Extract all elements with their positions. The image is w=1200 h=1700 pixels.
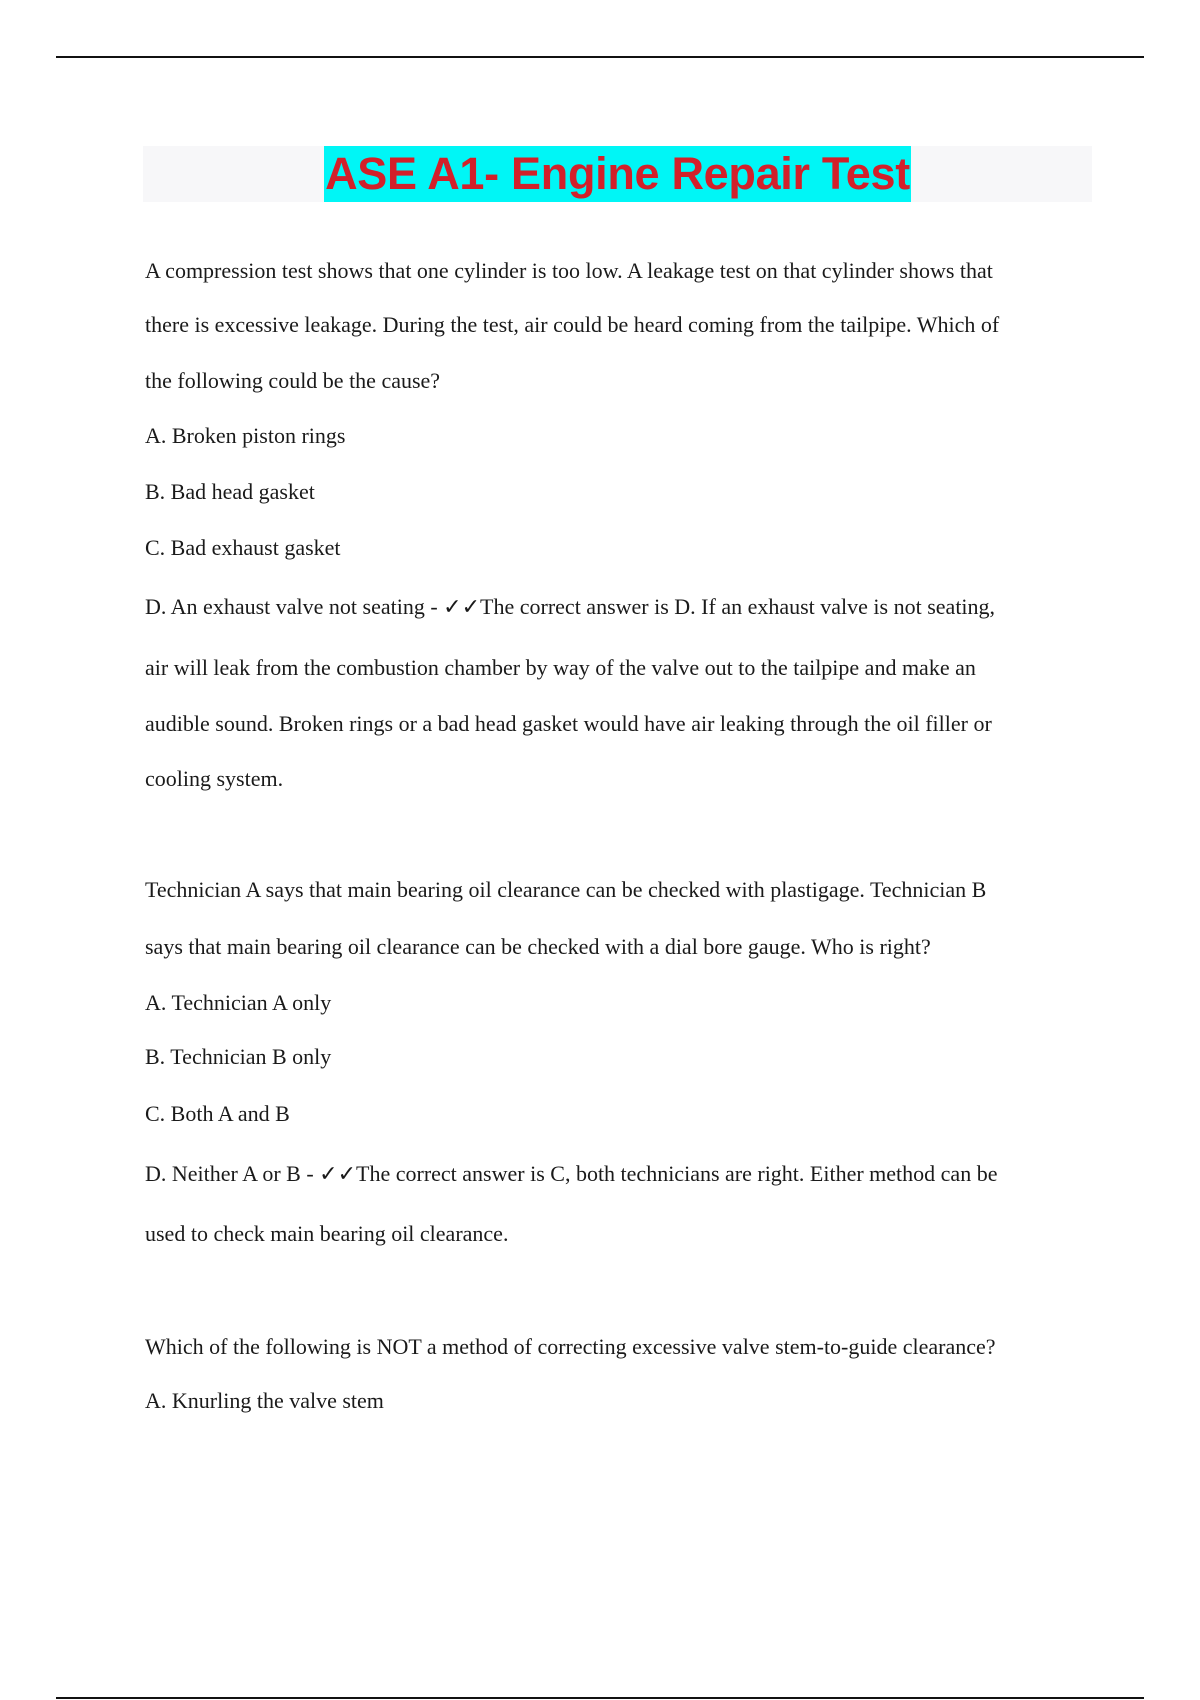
question-2-option-c: C. Both A and B bbox=[145, 1101, 290, 1126]
question-3-option-a: A. Knurling the valve stem bbox=[145, 1388, 384, 1413]
question-2-option-d-label: D. Neither A or B - bbox=[145, 1161, 320, 1186]
question-1-answer-text: The correct answer is D. If an exhaust valve is not seating, bbox=[480, 594, 996, 619]
question-3-stem-line-1: Which of the following is NOT a method of correcting excessive valve stem-to-guide clearance? bbox=[145, 1334, 996, 1359]
question-2-answer-text: The correct answer is C, both technicians are right. Either method can be bbox=[356, 1161, 998, 1186]
question-1-stem-line-2: there is excessive leakage. During the test, air could be heard coming from the tailpipe. Which of bbox=[145, 312, 1000, 337]
question-1-option-c: C. Bad exhaust gasket bbox=[145, 535, 341, 560]
question-1-answer-line-3: audible sound. Broken rings or a bad head gasket would have air leaking through the oil filler or bbox=[145, 711, 992, 736]
document-title: ASE A1- Engine Repair Test bbox=[324, 146, 911, 202]
double-check-icon: ✓✓ bbox=[443, 595, 481, 620]
question-2-answer-line-2: used to check main bearing oil clearance. bbox=[145, 1221, 509, 1246]
question-2-stem-line-2: says that main bearing oil clearance can be checked with a dial bore gauge. Who is right? bbox=[145, 934, 931, 959]
header-rule bbox=[56, 56, 1144, 58]
question-1-stem-line-1: A compression test shows that one cylinder is too low. A leakage test on that cylinder shows that bbox=[145, 258, 993, 283]
double-check-icon: ✓✓ bbox=[319, 1162, 357, 1187]
question-1-option-d-label: D. An exhaust valve not seating - bbox=[145, 594, 444, 619]
question-1-option-d bbox=[145, 594, 995, 621]
question-2-option-b: B. Technician B only bbox=[145, 1044, 332, 1069]
title-band bbox=[143, 146, 1092, 202]
question-2-option-d bbox=[145, 1161, 997, 1188]
question-1-option-a: A. Broken piston rings bbox=[145, 423, 346, 448]
question-1-answer-line-4: cooling system. bbox=[145, 766, 284, 791]
question-2-option-a: A. Technician A only bbox=[145, 990, 332, 1015]
question-1-answer-line-2: air will leak from the combustion chamber by way of the valve out to the tailpipe and make an bbox=[145, 655, 976, 680]
question-1-stem-line-3: the following could be the cause? bbox=[145, 368, 441, 393]
footer-rule bbox=[56, 1697, 1144, 1699]
question-1-option-b: B. Bad head gasket bbox=[145, 479, 315, 504]
question-2-stem-line-1: Technician A says that main bearing oil clearance can be checked with plastigage. Technician B bbox=[145, 877, 987, 902]
